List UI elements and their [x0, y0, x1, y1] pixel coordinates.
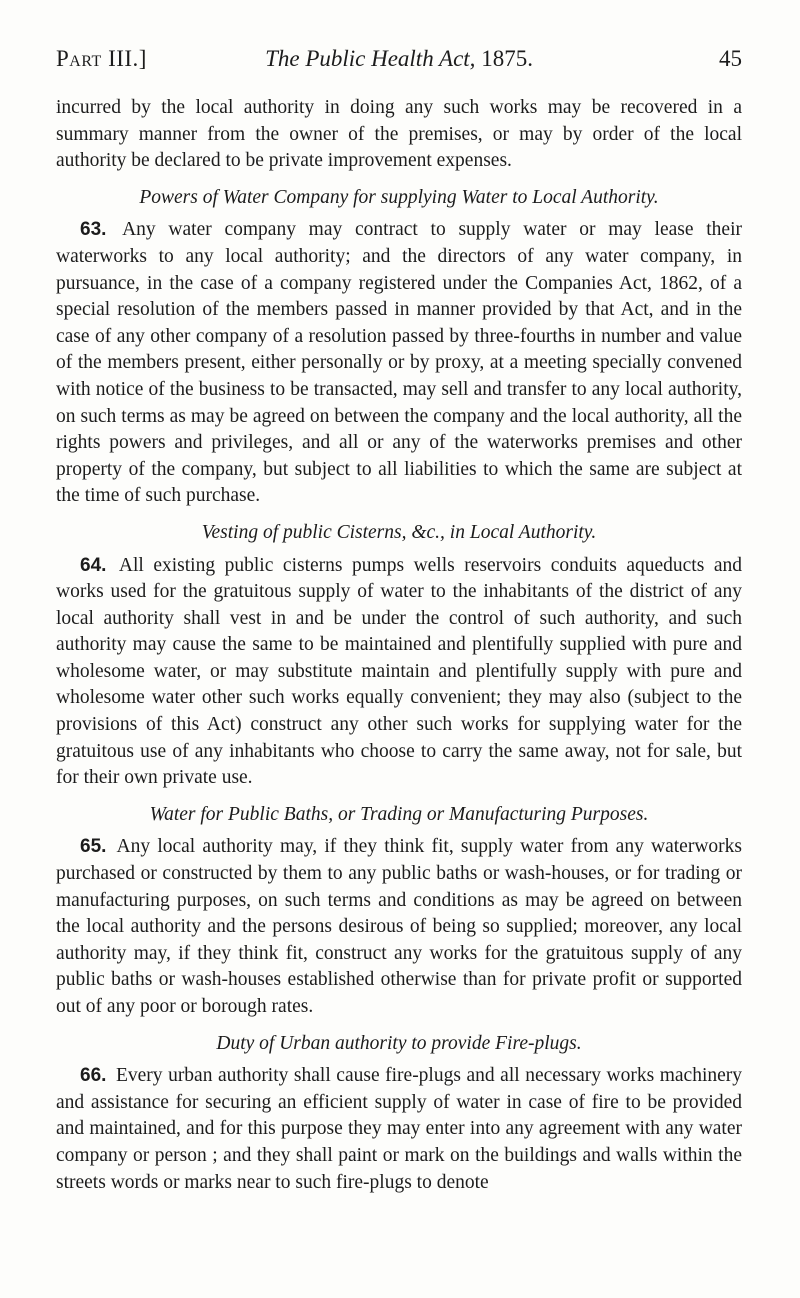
- running-title: [56, 46, 742, 72]
- section-heading-66: Duty of Urban authority to provide Fire-plugs.: [216, 1032, 582, 1054]
- page-body: [56, 95, 742, 1196]
- section-64: [56, 553, 742, 792]
- section-text: Every urban authority shall cause fire-plugs and all necessary works machinery and assistance for securing an efficient supply of water in case of fire to be provided and maintained, and for this purpose they may enter into any agreement with any water company or person ; and they shall paint or mark on the buildings and walls within the streets words or marks near to such fire-plugs to denote: [56, 1065, 743, 1193]
- section-heading-63: Powers of Water Company for supplying Water to Local Authority.: [139, 186, 659, 208]
- running-head: [56, 46, 742, 80]
- section-63: [56, 217, 742, 510]
- page-number: 45: [719, 46, 742, 71]
- section-number: 63.: [80, 219, 107, 241]
- section-text: Any local authority may, if they think fit, supply water from any waterworks purchased or constructed by them to any public baths or wash-houses, or for trading or manufacturing purposes, on such terms and conditions as may be agreed on between the local authority and the persons desirous of being so supplied; moreover, any local authority may, if they think fit, construct any works for the gratuitous supply of any public baths or wash-houses established otherwise than for private profit or supported out of any poor or borough rates.: [56, 836, 742, 1017]
- section-text: Any water company may contract to supply water or may lease their waterworks to any local authority; and the directors of any water company, in pursuance, in the case of a company registered under the Companies Act, 1862, of a special resolution of the members passed in manner provided by that Act, and in the case of any other company of a resolution passed by three-fourths in number and value of the members present, either personally or by proxy, at a meeting specially convened with notice of the business to be transacted, may sell and transfer to any local authority, on such terms as may be agreed on between the company and the local authority, all the rights powers and privileges, and all or any of the waterworks premises and other property of the company, but subject to all liabilities to which the same are subject at the time of such purchase.: [56, 219, 742, 507]
- section-65: [56, 834, 742, 1020]
- act-title: The Public Health Act,: [265, 46, 476, 71]
- section-66: [56, 1063, 742, 1196]
- section-heading-65: Water for Public Baths, or Trading or Manufacturing Purposes.: [149, 803, 649, 825]
- act-year: 1875.: [481, 46, 533, 71]
- section-text: All existing public cisterns pumps wells reservoirs conduits aqueducts and works used for the gratuitous supply of water to the inhabitants of the district of any local authority shall vest in and be under the control of such authority, and such authority may cause the same to be maintained and plentifully supplied with pure and wholesome water, or may substitute maintain and plentifully supply with pure and wholesome water other such works equally convenient; they may also (subject to the provisions of this Act) construct any other such works for supplying water for the gratuitous use of any inhabitants who choose to carry the same away, not for sale, but for their own private use.: [56, 554, 742, 789]
- section-heading-64: Vesting of public Cisterns, &c., in Local Authority.: [201, 521, 597, 543]
- section-number: 66.: [80, 1065, 107, 1087]
- continuation-paragraph: incurred by the local authority in doing any such works may be recovered in a summary manner from the owner of the premises, or may by order of the local authority be declared to be private improvement expenses.: [56, 97, 742, 172]
- part-label: Part III.]: [56, 46, 147, 71]
- section-number: 65.: [80, 836, 107, 858]
- section-number: 64.: [80, 554, 107, 576]
